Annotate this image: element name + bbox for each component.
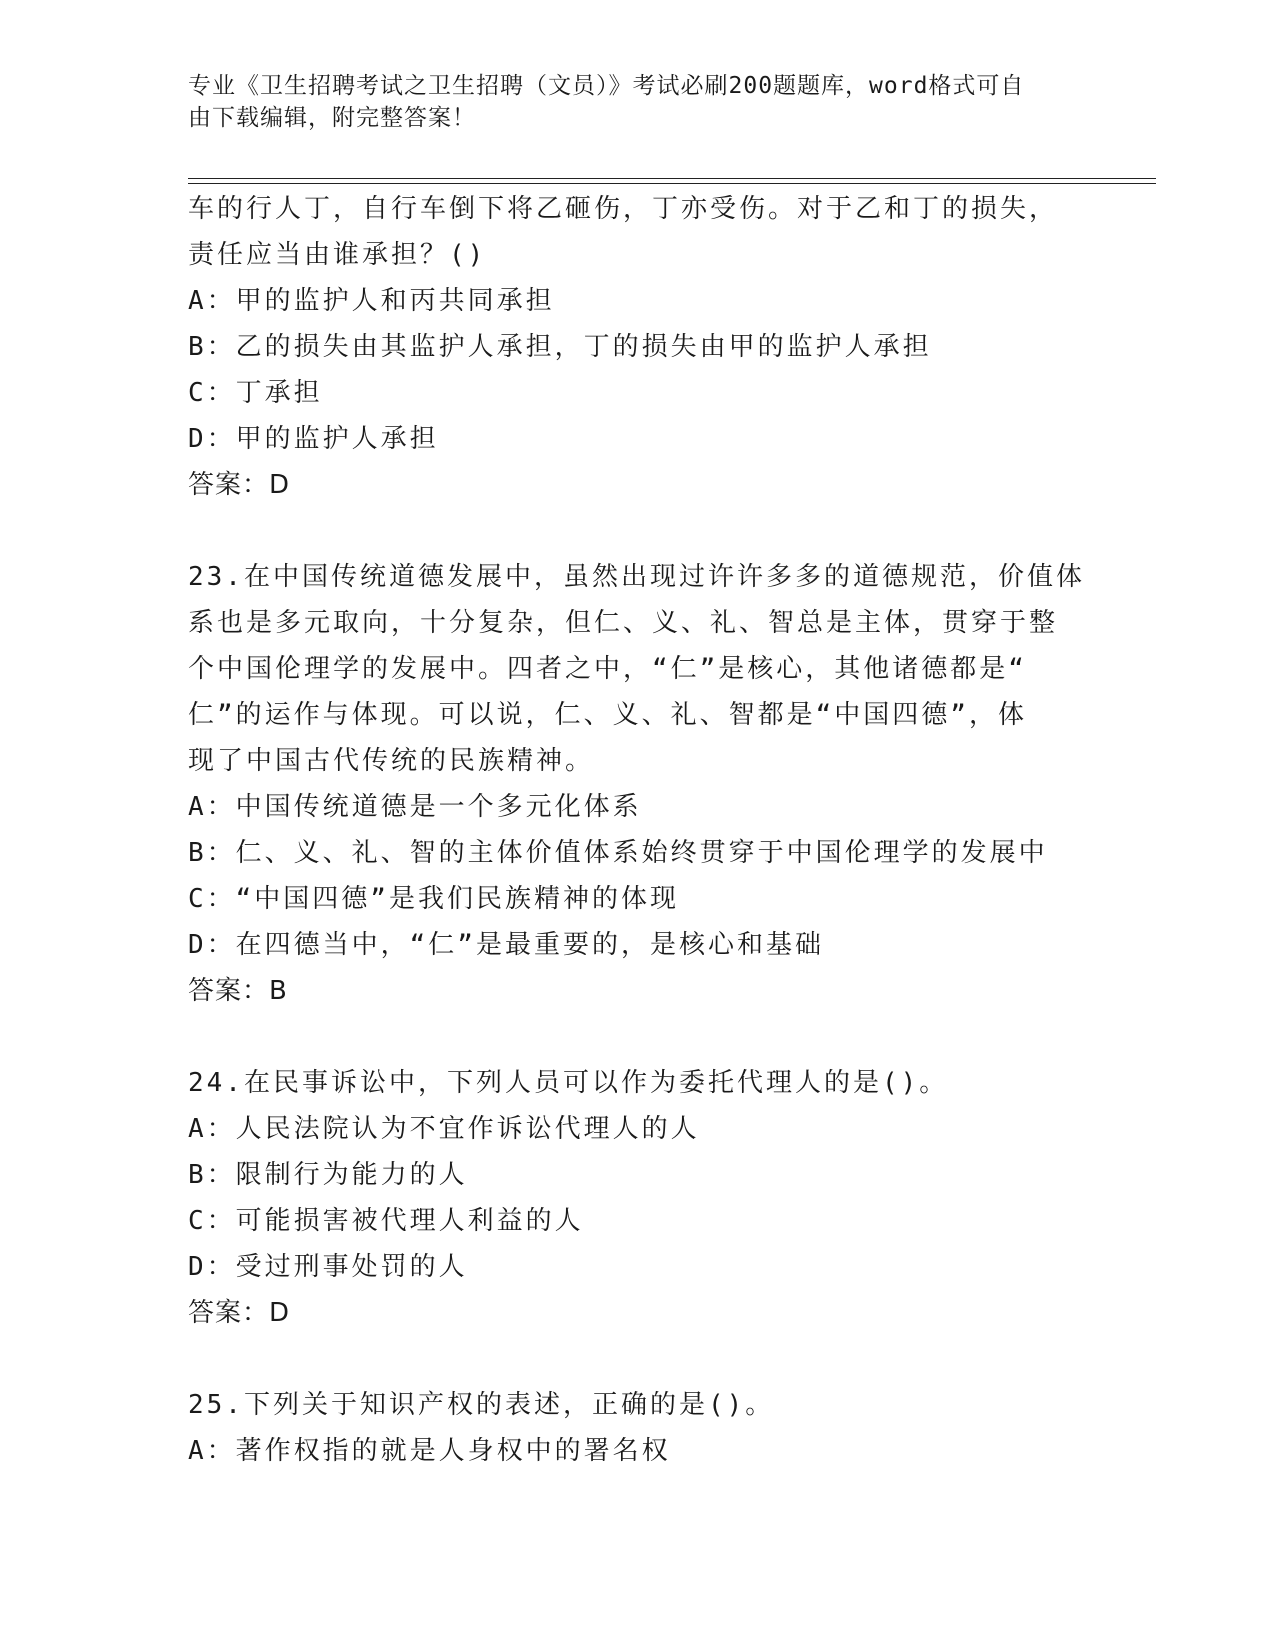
question-25	[188, 1382, 1088, 1474]
document-body	[188, 186, 1088, 1474]
question-text-line: 23.在中国传统道德发展中，虽然出现过许许多多的道德规范，价值体	[188, 562, 1085, 592]
question-text-line: 车的行人丁，自行车倒下将乙砸伤，丁亦受伤。对于乙和丁的损失，	[188, 194, 1059, 224]
question-text-line: 仁”的运作与体现。可以说，仁、义、礼、智都是“中国四德”，体	[188, 700, 1027, 730]
question-text-line: 25.下列关于知识产权的表述，正确的是()。	[188, 1390, 775, 1420]
option-c: C：“中国四德”是我们民族精神的体现	[188, 884, 679, 914]
header-rule-top	[188, 178, 1156, 179]
question-text-line: 现了中国古代传统的民族精神。	[188, 746, 595, 776]
option-a: A：人民法院认为不宜作诉讼代理人的人	[188, 1114, 700, 1144]
option-c: C：可能损害被代理人利益的人	[188, 1206, 584, 1236]
option-d: D：在四德当中，“仁”是最重要的，是核心和基础	[188, 930, 824, 960]
header-rule-bottom	[188, 183, 1156, 184]
option-b: B：仁、义、礼、智的主体价值体系始终贯穿于中国伦理学的发展中	[188, 838, 1048, 868]
answer-line: 答案：D	[188, 1298, 291, 1328]
question-23	[188, 554, 1088, 1014]
option-a: A：著作权指的就是人身权中的署名权	[188, 1436, 671, 1466]
answer-line: 答案：D	[188, 470, 291, 500]
option-a: A：中国传统道德是一个多元化体系	[188, 792, 642, 822]
option-b: B：乙的损失由其监护人承担，丁的损失由甲的监护人承担	[188, 332, 932, 362]
header-line-2: 由下载编辑，附完整答案！	[188, 105, 476, 131]
question-text-line: 系也是多元取向，十分复杂，但仁、义、礼、智总是主体，贯穿于整	[188, 608, 1059, 638]
option-c: C：丁承担	[188, 378, 323, 408]
answer-line: 答案：B	[188, 976, 288, 1006]
option-b: B：限制行为能力的人	[188, 1160, 468, 1190]
question-text-line: 24.在民事诉讼中，下列人员可以作为委托代理人的是()。	[188, 1068, 949, 1098]
document-header	[188, 70, 1068, 134]
option-d: D：受过刑事处罚的人	[188, 1252, 468, 1282]
question-text-line: 个中国伦理学的发展中。四者之中，“仁”是核心，其他诸德都是“	[188, 654, 1027, 684]
question-22	[188, 186, 1088, 508]
option-a: A：甲的监护人和丙共同承担	[188, 286, 555, 316]
question-24	[188, 1060, 1088, 1336]
option-d: D：甲的监护人承担	[188, 424, 439, 454]
question-text-line: 责任应当由谁承担？()	[188, 240, 487, 270]
header-line-1: 专业《卫生招聘考试之卫生招聘（文员）》考试必刷200题题库，word格式可自	[188, 73, 1025, 99]
